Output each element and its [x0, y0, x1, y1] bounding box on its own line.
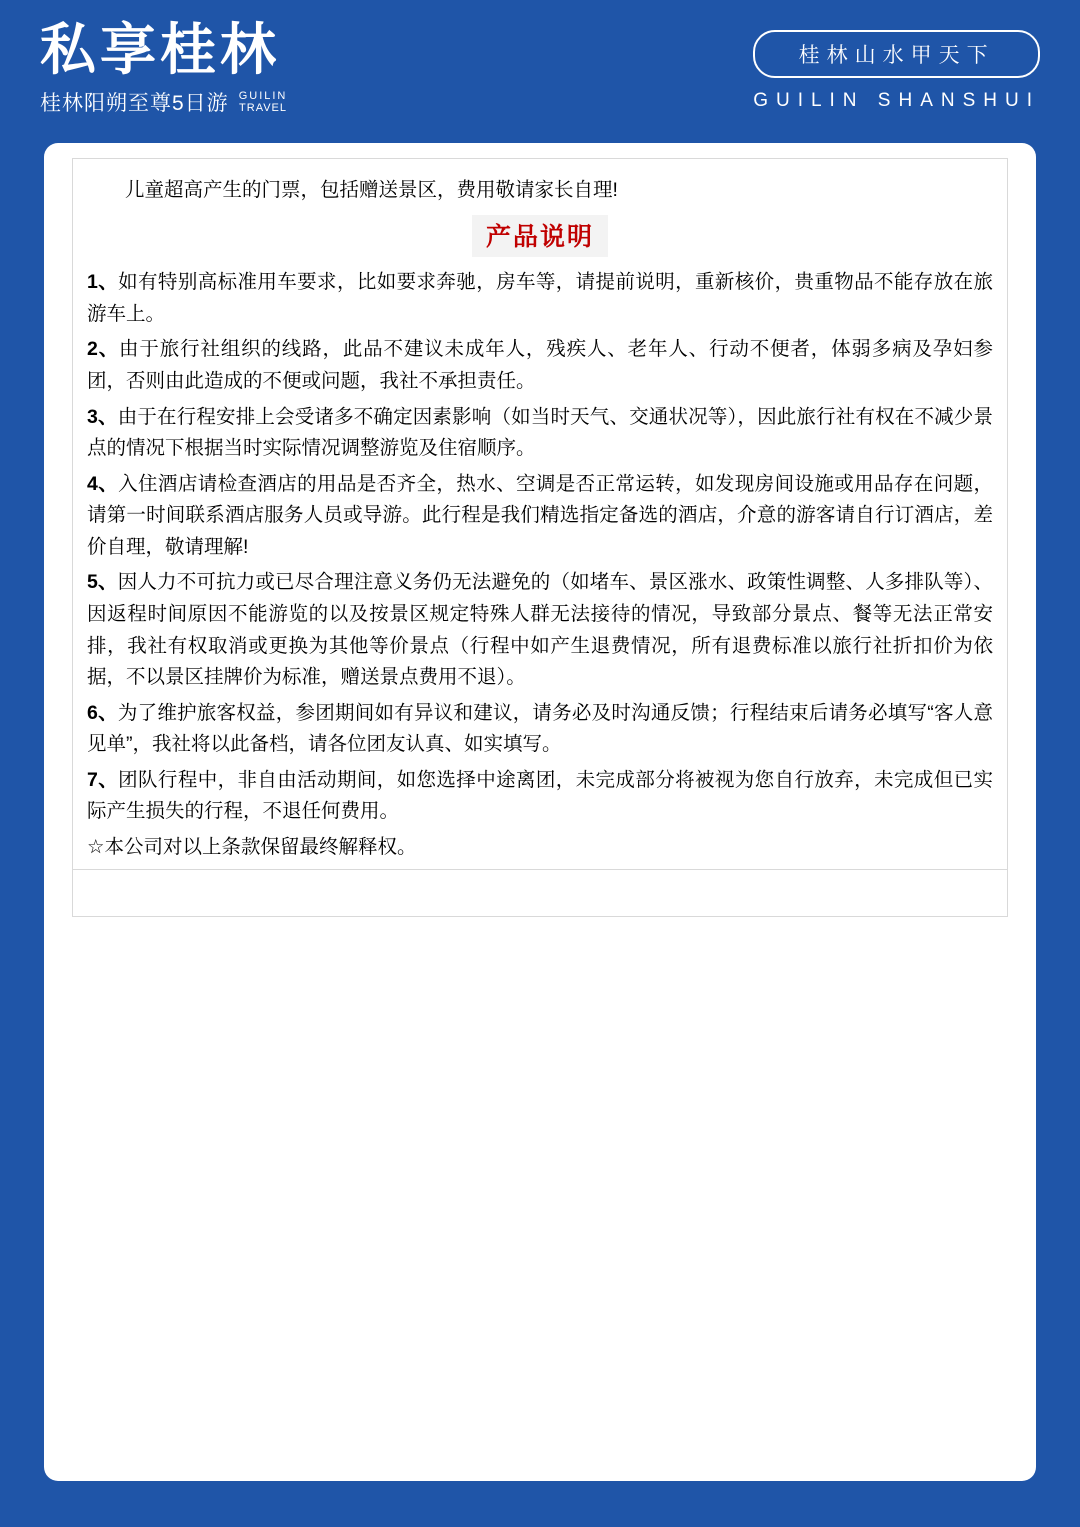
clause-text: 为了维护旅客权益，参团期间如有异议和建议，请务必及时沟通反馈；行程结束后请务必填写“客人意见单”，我社将以此备档，请各位团友认真、如实填写。 — [87, 701, 993, 756]
clause-item — [87, 267, 993, 330]
footnote: ☆本公司对以上条款保留最终解释权。 — [87, 836, 417, 859]
clause-text: 由于旅行社组织的线路，此品不建议未成年人，残疾人、老年人、行动不便者，体弱多病及孕妇参团，否则由此造成的不便或问题，我社不承担责任。 — [87, 338, 993, 392]
page-header — [0, 0, 1080, 140]
clause-number: 1、 — [87, 271, 119, 294]
clause-number: 4、 — [87, 472, 119, 495]
product-notes-box — [72, 158, 1008, 917]
brand-subtitle-en-line1: GUILIN — [238, 89, 288, 102]
slogan-block — [753, 30, 1040, 112]
box-tail-space — [87, 870, 993, 906]
clause-text: 因人力不可抗力或已尽合理注意义务仍无法避免的（如堵车、景区涨水、政策性调整、人多排队等）、因返程时间原因不能游览的以及按景区规定特殊人群无法接待的情况，导致部分景点、餐等无法正常安排，我社有权取消或更换为其他等价景点（行程中如产生退费情况，所有退费标准以旅行社折扣价为依据，不以景区挂牌价为标准，赠送景点费用不退）。 — [87, 571, 993, 689]
intro-note: 儿童超高产生的门票，包括赠送景区，费用敬请家长自理! — [125, 179, 618, 201]
brand-subtitle: 桂林阳朔至尊5日游 — [40, 91, 229, 115]
brand-title: 私享桂林 — [40, 18, 280, 83]
clause-number: 6、 — [87, 701, 118, 724]
clause-item — [87, 567, 993, 693]
brand-subtitle-en-line2: TRAVEL — [239, 102, 288, 115]
clause-number: 5、 — [87, 571, 118, 594]
clause-item — [87, 469, 993, 564]
clause-text: 由于在行程安排上会受诸多不确定因素影响（如当时天气、交通状况等），因此旅行社有权在不减少景点的情况下根据当时实际情况调整游览及住宿顺序。 — [87, 405, 993, 460]
slogan-text: 桂林山水甲天下 — [753, 30, 1040, 78]
clause-number: 3、 — [87, 405, 118, 428]
brand-block — [40, 18, 288, 117]
clause-text: 如有特别高标准用车要求，比如要求奔驰，房车等，请提前说明，重新核价，贵重物品不能存放在旅游车上。 — [87, 271, 993, 325]
section-title-wrapper — [87, 215, 993, 257]
slogan-text-en: GUILIN SHANSHUI — [753, 90, 1040, 111]
clause-text: 团队行程中，非自由活动期间，如您选择中途离团，未完成部分将被视为您自行放弃，未完成但已实际产生损失的行程，不退任何费用。 — [87, 768, 993, 823]
clause-item — [87, 402, 993, 465]
clause-item — [87, 765, 993, 828]
clause-item — [87, 334, 993, 397]
clause-number: 7、 — [87, 768, 119, 791]
clause-number: 2、 — [87, 338, 120, 361]
brand-subtitle-en — [239, 90, 288, 117]
content-sheet — [44, 143, 1036, 1481]
brand-subtitle-row — [40, 87, 287, 117]
clause-text: 入住酒店请检查酒店的用品是否齐全，热水、空调是否正常运转，如发现房间设施或用品存在问题，请第一时间联系酒店服务人员或导游。此行程是我们精选指定备选的酒店，介意的游客请自行订酒店，差价自理，敬请理解! — [87, 472, 993, 558]
clause-item — [87, 698, 993, 761]
section-title: 产品说明 — [472, 215, 608, 257]
